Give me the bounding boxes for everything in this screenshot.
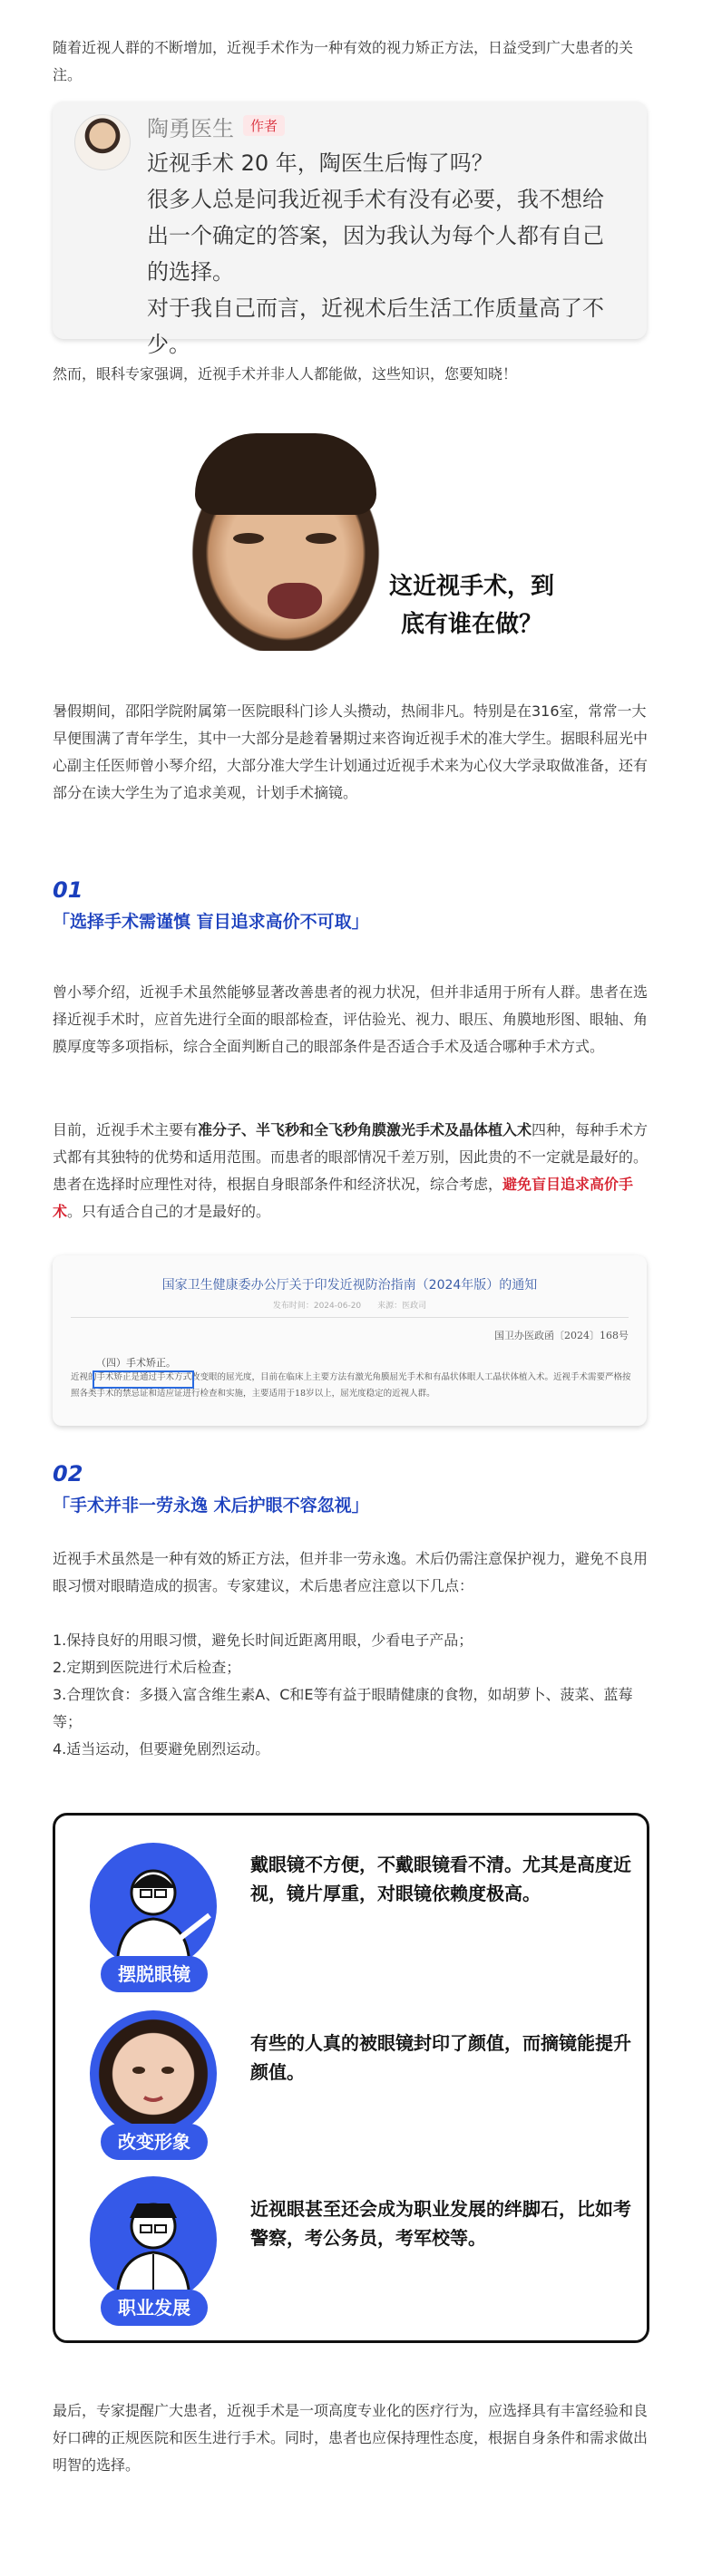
document-body: 近视的手术矫正是通过手术方式改变眼的屈光度，目前在临床上主要方法有激光角膜屈光手术和有晶状体眼人工晶状体植入术。近视手术需要严格按照各类手术的禁忌证和适应证进行检查和实施，主要适用于18岁以上，屈光度稳定的近视人群。 — [71, 1372, 631, 1399]
section-title: 「选择手术需谨慎 盲目追求高价不可取」 — [53, 912, 369, 932]
quote-line: 很多人总是问我近视手术有没有必要，我不想给出一个确定的答案，因为我认为每个人都有自己的选择。 — [147, 187, 604, 285]
professional-illustration-icon — [90, 2176, 217, 2303]
author-avatar — [74, 114, 131, 170]
benefit-label: 职业发展 — [101, 2290, 208, 2326]
author-name: 陶勇医生 — [147, 116, 234, 141]
document-meta: 发布时间：2024-06-20 来源：医政司 — [272, 1302, 427, 1311]
benefit-label: 摆脱眼镜 — [101, 1956, 208, 1992]
benefit-label: 改变形象 — [101, 2124, 208, 2160]
benefit-row — [55, 2176, 652, 2335]
section-number: 01 — [53, 877, 83, 903]
highlight-box — [93, 1370, 194, 1389]
list-item: 3.合理饮食：多摄入富含维生素A、C和E等有益于眼睛健康的食物，如胡萝卜、菠菜、蓝莓等； — [53, 1686, 633, 1730]
closing-paragraph: 最后，专家提醒广大患者，近视手术是一项高度专业化的医疗行为，应选择具有丰富经验和良好口碑的正规医院和医生进行手术。同时，患者也应保持理性态度，根据自身条件和需求做出明智的选择。 — [53, 2402, 649, 2474]
warning-highlight: 避免盲目追求高价手术 — [53, 1176, 634, 1220]
quote-text — [147, 145, 619, 363]
list-item: 2.定期到医院进行术后检查； — [53, 1659, 241, 1676]
face-photo-icon — [90, 2010, 217, 2137]
sticker-caption: 这近视手术，到底有谁在做？ — [388, 573, 554, 638]
lead-paragraph: 然而，眼科专家强调，近视手术并非人人都能做，这些知识，您要知晓！ — [53, 365, 518, 383]
divider — [71, 1317, 629, 1318]
document-screenshot — [53, 1255, 647, 1426]
section1-paragraph: 曾小琴介绍，近视手术虽然能够显著改善患者的视力状况，但并非适用于所有人群。患者在选择近视手术时，应首先进行全面的眼部检查，评估验光、视力、眼压、角膜地形图、眼轴、角膜厚度等多项指标，综合全面判断自己的眼部条件是否适合手术及适合哪种手术方式。 — [53, 983, 649, 1055]
benefits-infographic — [53, 1813, 649, 2343]
section2-paragraph: 近视手术虽然是一种有效的矫正方法，但并非一劳永逸。术后仍需注意保护视力，避免不良用眼习惯对眼睛造成的损害。专家建议，术后患者应注意以下几点： — [53, 1550, 649, 1594]
quote-line: 近视手术 20 年，陶医生后悔了吗？ — [147, 150, 493, 176]
tips-list — [53, 1627, 660, 1763]
benefit-text: 戴眼镜不方便，不戴眼镜看不清。尤其是高度近视，镜片厚重，对眼镜依赖度极高。 — [250, 1854, 631, 1904]
intro-paragraph: 随着近视人群的不断增加，近视手术作为一种有效的视力矫正方法，日益受到广大患者的关注。 — [53, 39, 634, 83]
benefit-row — [55, 2010, 652, 2169]
meme-sticker — [177, 433, 558, 655]
benefit-text: 近视眼甚至还会成为职业发展的绊脚石，比如考警察，考公务员，考军校等。 — [250, 2198, 631, 2249]
document-title: 国家卫生健康委办公厅关于印发近视防治指南（2024年版）的通知 — [161, 1278, 538, 1293]
doctor-illustration-icon — [90, 1843, 217, 1970]
summer-paragraph: 暑假期间，邵阳学院附属第一医院眼科门诊人头攒动，热闹非凡。特别是在316室，常常一大早便围满了青年学生，其中一大部分是趁着暑期过来咨询近视手术的准大学生。据眼科屈光中心副主任医师曾小琴介绍，大部分准大学生计划通过近视手术来为心仪大学录取做准备，还有部分在读大学生为了追求美观，计划手术摘镜。 — [53, 702, 649, 801]
face-image — [177, 433, 395, 651]
list-item: 4.适当运动，但要避免剧烈运动。 — [53, 1740, 270, 1758]
author-badge: 作者 — [243, 115, 285, 136]
section1-paragraph-2: 目前，近视手术主要有准分子、半飞秒和全飞秒角膜激光手术及晶体植入术四种，每种手术方式都有其独特的优势和适用范围。而患者的眼部情况千差万别，因此贵的不一定就是最好的。患者在选择时应理性对待，根据自身眼部条件和经济状况，综合考虑，避免盲目追求高价手术。只有适合自己的才是最好的。 — [53, 1121, 649, 1220]
benefit-row — [55, 1843, 652, 2001]
surgery-types: 准分子、半飞秒和全飞秒角膜激光手术及晶体植入术 — [198, 1121, 532, 1138]
section-number: 02 — [53, 1461, 83, 1487]
benefit-text: 有些的人真的被眼镜封印了颜值，而摘镜能提升颜值。 — [250, 2032, 631, 2083]
document-reference: 国卫办医政函〔2024〕168号 — [494, 1330, 629, 1341]
document-subheading: （四）手术矫正。 — [96, 1357, 176, 1369]
quote-card — [53, 102, 647, 357]
list-item: 1.保持良好的用眼习惯，避免长时间近距离用眼，少看电子产品； — [53, 1632, 473, 1649]
section-title: 「手术并非一劳永逸 术后护眼不容忽视」 — [53, 1496, 369, 1516]
quote-line: 对于我自己而言，近视术后生活工作质量高了不少。 — [147, 295, 604, 357]
